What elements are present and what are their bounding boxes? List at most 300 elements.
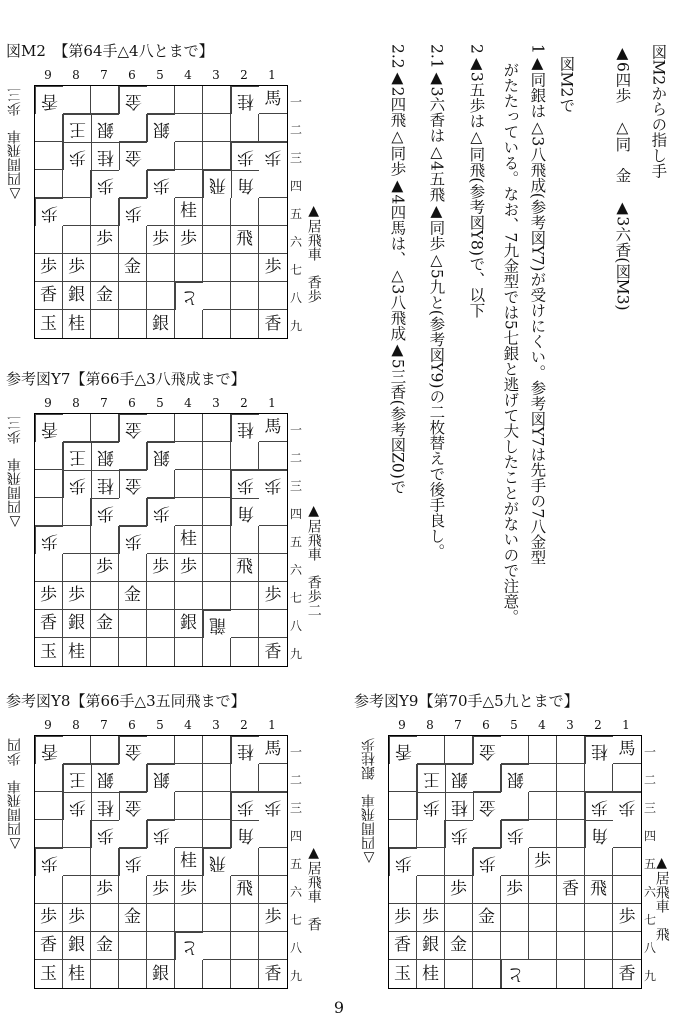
board-square <box>175 414 203 442</box>
gote-hand: △四間飛車 歩三 <box>7 88 23 202</box>
column-labels <box>34 718 286 732</box>
row-label: 八 <box>289 940 302 955</box>
board-square <box>231 526 259 554</box>
gote-hand: △四間飛車 歩四 <box>7 738 23 852</box>
sente-piece: 歩 <box>35 254 63 282</box>
column-label: 2 <box>240 396 248 410</box>
sente-piece: 香 <box>35 610 63 638</box>
gote-hand: △四間飛車 歩三 <box>7 416 23 530</box>
board-square <box>35 170 63 198</box>
board-square <box>147 792 175 820</box>
board-square <box>147 282 175 310</box>
sente-hand: ▲居飛車 香 <box>305 845 322 931</box>
text-line-1: 1▲同銀は△3八飛成(参考図Y7)が受けにくい。参考図Y7は先手の7八金型 <box>528 44 547 565</box>
row-label: 一 <box>289 744 302 759</box>
gote-piece: 金 <box>119 86 147 114</box>
column-labels <box>34 396 286 410</box>
board-square <box>585 932 613 960</box>
board-square <box>389 792 417 820</box>
board-square <box>557 764 585 792</box>
board-square <box>175 498 203 526</box>
row-label: 一 <box>643 744 656 759</box>
board-square <box>389 876 417 904</box>
sente-hand: ▲居飛車 香歩二 <box>305 503 322 617</box>
sente-piece: 歩 <box>63 582 91 610</box>
board-square <box>231 960 259 988</box>
gote-piece: 金 <box>473 736 501 764</box>
gote-piece: 歩 <box>585 792 613 820</box>
gote-piece: 桂 <box>91 792 119 820</box>
board-square <box>203 114 231 142</box>
board-square <box>557 904 585 932</box>
sente-piece: 歩 <box>147 554 175 582</box>
board-square <box>35 792 63 820</box>
sente-piece: 歩 <box>529 848 557 876</box>
sente-piece: 桂 <box>63 638 91 666</box>
board-square <box>529 736 557 764</box>
gote-piece: 龍 <box>203 610 231 638</box>
text-line-2: 2▲3五歩は△同飛(参考図Y8)で、以下 <box>467 44 486 318</box>
sente-piece: 香 <box>264 963 282 984</box>
board-square <box>147 198 175 226</box>
board-square <box>203 764 231 792</box>
gote-piece: 角 <box>585 820 613 848</box>
board-square <box>203 554 231 582</box>
sente-piece: 歩 <box>389 904 417 932</box>
gote-piece: 銀 <box>147 764 175 792</box>
board-square <box>91 414 119 442</box>
sente-piece: 香 <box>618 963 636 984</box>
column-label: 6 <box>128 396 136 410</box>
row-label: 四 <box>643 828 656 843</box>
gote-piece: 歩 <box>147 498 175 526</box>
row-label: 二 <box>289 122 302 137</box>
column-label: 5 <box>510 718 518 732</box>
board-square <box>175 310 203 338</box>
gote-piece: 王 <box>63 442 91 470</box>
board-square <box>119 638 147 666</box>
board-square <box>473 932 501 960</box>
sente-piece: 香 <box>35 282 63 310</box>
gote-piece: 王 <box>63 114 91 142</box>
board-square <box>613 932 641 960</box>
board-square <box>147 904 175 932</box>
board-square <box>501 736 529 764</box>
board-square <box>557 736 585 764</box>
board-square <box>557 820 585 848</box>
board-square <box>585 764 613 792</box>
page-number: 9 <box>333 998 345 1017</box>
gote-piece: 金 <box>119 736 147 764</box>
sente-piece: 歩 <box>417 904 445 932</box>
gote-piece: 歩 <box>259 792 287 820</box>
board-square <box>35 498 63 526</box>
board-square <box>529 792 557 820</box>
board-square <box>203 86 231 114</box>
diagram-title: 参考図Y9【第70手△5九とまで】 <box>354 692 579 710</box>
row-label: 五 <box>289 206 302 221</box>
board-square <box>231 610 259 638</box>
board-square <box>175 638 203 666</box>
board-square <box>203 310 231 338</box>
board-square <box>119 226 147 254</box>
gote-piece: 香 <box>389 736 417 764</box>
board-square <box>529 904 557 932</box>
board-square <box>63 414 91 442</box>
row-label: 七 <box>289 262 302 277</box>
board-square <box>147 414 175 442</box>
board-square <box>147 582 175 610</box>
gote-piece: 桂 <box>91 470 119 498</box>
board-square <box>175 114 203 142</box>
column-label: 3 <box>212 718 220 732</box>
row-labels <box>289 737 303 989</box>
sente-piece: 金 <box>445 932 473 960</box>
board-square <box>259 876 287 904</box>
gote-piece: 桂 <box>231 736 259 764</box>
gote-piece: 歩 <box>613 792 641 820</box>
board-square <box>203 442 231 470</box>
board-square <box>35 226 63 254</box>
board-square <box>91 254 119 282</box>
board-square <box>175 820 203 848</box>
board-square <box>445 736 473 764</box>
board-square <box>445 960 473 988</box>
board-square <box>147 526 175 554</box>
board-square <box>63 226 91 254</box>
column-label: 2 <box>594 718 602 732</box>
board-square <box>147 932 175 960</box>
gote-piece: 香 <box>35 86 63 114</box>
sente-piece: 桂 <box>175 526 203 554</box>
sente-piece: 金 <box>473 904 501 932</box>
sente-piece: 飛 <box>231 876 259 904</box>
sente-piece: 玉 <box>35 960 63 988</box>
board-square <box>259 764 287 792</box>
diagram-y8 <box>6 690 326 990</box>
board-square <box>63 736 91 764</box>
board-square <box>259 526 287 554</box>
sente-piece: 銀 <box>147 310 175 338</box>
board-square <box>119 610 147 638</box>
sente-piece: 香 <box>264 313 282 334</box>
board-square <box>203 820 231 848</box>
board-square <box>63 498 91 526</box>
row-label: 五 <box>643 856 656 871</box>
row-label: 五 <box>289 534 302 549</box>
row-label: 三 <box>289 150 302 165</box>
gote-hand: △四間飛車 銀桂歩 <box>361 738 377 866</box>
row-label: 一 <box>289 422 302 437</box>
row-label: 三 <box>289 800 302 815</box>
gote-piece: 歩 <box>63 792 91 820</box>
board-square <box>231 442 259 470</box>
gote-piece: 銀 <box>147 114 175 142</box>
sente-piece: 金 <box>119 254 147 282</box>
diagram-title: 参考図Y8【第66手△3五同飛まで】 <box>6 692 246 710</box>
text-line-1-cont: がたたっている。なお、7九金型では5七銀と逃げて大したことがないので注意。 <box>501 62 520 625</box>
text-in-diagram-m2: 図M2で <box>557 56 576 113</box>
gote-piece: 銀 <box>445 764 473 792</box>
sente-piece: 歩 <box>63 254 91 282</box>
gote-piece: 歩 <box>35 198 63 226</box>
board-square <box>203 142 231 170</box>
gote-piece: 桂 <box>585 736 613 764</box>
gote-piece: 王 <box>63 764 91 792</box>
row-label: 八 <box>289 290 302 305</box>
board-square <box>501 904 529 932</box>
board-square <box>473 820 501 848</box>
gote-piece: 歩 <box>91 170 119 198</box>
board-square <box>501 848 529 876</box>
row-label: 九 <box>289 318 302 333</box>
gote-piece: 角 <box>231 170 259 198</box>
board-square <box>91 310 119 338</box>
sente-piece: 歩 <box>259 582 287 610</box>
gote-piece: 桂 <box>445 792 473 820</box>
gote-piece: 銀 <box>501 764 529 792</box>
gote-piece: 歩 <box>63 470 91 498</box>
sente-piece: 歩 <box>175 226 203 254</box>
sente-piece: 歩 <box>91 554 119 582</box>
board-square <box>35 142 63 170</box>
row-label: 八 <box>643 940 656 955</box>
board-square <box>203 526 231 554</box>
board-square <box>91 86 119 114</box>
gote-piece: 桂 <box>231 86 259 114</box>
board-square <box>91 960 119 988</box>
board-square <box>203 198 231 226</box>
sente-piece: 桂 <box>63 310 91 338</box>
board-square <box>203 470 231 498</box>
gote-piece: 歩 <box>91 820 119 848</box>
row-label: 三 <box>289 478 302 493</box>
gote-piece: 歩 <box>231 142 259 170</box>
board-square <box>231 114 259 142</box>
board-square <box>203 254 231 282</box>
board-square <box>147 638 175 666</box>
board-square <box>35 114 63 142</box>
board-square <box>35 764 63 792</box>
board-square <box>119 282 147 310</box>
board-square <box>63 554 91 582</box>
board-square <box>147 86 175 114</box>
board-square <box>417 820 445 848</box>
board-square <box>203 792 231 820</box>
gote-piece: 歩 <box>259 470 287 498</box>
board-square <box>147 254 175 282</box>
board-square <box>231 310 259 338</box>
board-square <box>175 960 203 988</box>
board-square <box>231 932 259 960</box>
gote-piece: 歩 <box>501 820 529 848</box>
gote-piece: 歩 <box>445 820 473 848</box>
board-square <box>585 960 613 988</box>
gote-piece: 歩 <box>473 848 501 876</box>
sente-piece: 歩 <box>259 904 287 932</box>
gote-piece: 桂 <box>91 142 119 170</box>
column-label: 1 <box>268 396 276 410</box>
gote-piece: 金 <box>119 792 147 820</box>
row-label: 五 <box>289 856 302 871</box>
row-label: 六 <box>289 884 302 899</box>
gote-piece: 飛 <box>203 848 231 876</box>
sente-piece: 香 <box>264 641 282 662</box>
gote-piece: 銀 <box>91 114 119 142</box>
board-square <box>473 876 501 904</box>
gote-piece: 歩 <box>91 498 119 526</box>
row-label: 四 <box>289 828 302 843</box>
shogi-board <box>34 413 288 667</box>
column-label: 6 <box>482 718 490 732</box>
column-label: 1 <box>622 718 630 732</box>
board-square <box>417 876 445 904</box>
board-square <box>119 876 147 904</box>
board-square <box>119 554 147 582</box>
board-square <box>501 932 529 960</box>
board-square <box>231 282 259 310</box>
board-square <box>175 582 203 610</box>
board-square <box>147 736 175 764</box>
sente-piece: 歩 <box>63 904 91 932</box>
board-square <box>63 170 91 198</box>
board-square <box>259 610 287 638</box>
board-square <box>175 442 203 470</box>
gote-piece: 歩 <box>147 170 175 198</box>
column-label: 9 <box>398 718 406 732</box>
sente-piece: 歩 <box>147 876 175 904</box>
sente-piece: 金 <box>91 282 119 310</box>
board-square <box>91 582 119 610</box>
sente-piece: 飛 <box>585 876 613 904</box>
board-square <box>63 526 91 554</box>
row-label: 三 <box>643 800 656 815</box>
column-label: 2 <box>240 68 248 82</box>
board-square <box>63 876 91 904</box>
diagram-m2 <box>6 40 322 340</box>
diagram-y7 <box>6 368 322 668</box>
row-label: 二 <box>289 772 302 787</box>
column-label: 3 <box>212 68 220 82</box>
row-label: 九 <box>289 968 302 983</box>
row-label: 二 <box>643 772 656 787</box>
board-square <box>119 310 147 338</box>
row-label: 六 <box>289 234 302 249</box>
board-square <box>445 904 473 932</box>
board-square <box>147 610 175 638</box>
column-label: 9 <box>44 68 52 82</box>
sente-hand: ▲居飛車 飛 <box>653 855 670 941</box>
gote-piece: 歩 <box>417 792 445 820</box>
column-label: 9 <box>44 718 52 732</box>
board-square <box>119 442 147 470</box>
gote-piece: 金 <box>473 792 501 820</box>
sente-piece: 桂 <box>175 848 203 876</box>
board-square <box>259 282 287 310</box>
board-square <box>63 198 91 226</box>
column-label: 5 <box>156 718 164 732</box>
board-square <box>557 932 585 960</box>
sente-piece: 金 <box>91 610 119 638</box>
board-square <box>35 876 63 904</box>
sente-piece: 銀 <box>63 932 91 960</box>
board-square <box>91 848 119 876</box>
sente-piece: 桂 <box>175 198 203 226</box>
board-square <box>417 736 445 764</box>
sente-piece: 銀 <box>147 960 175 988</box>
board-square <box>231 638 259 666</box>
board-square <box>259 198 287 226</box>
board-square <box>175 792 203 820</box>
row-label: 六 <box>289 562 302 577</box>
board-square <box>203 904 231 932</box>
board-square <box>529 932 557 960</box>
sente-piece: 香 <box>389 932 417 960</box>
gote-piece: 歩 <box>389 848 417 876</box>
board-square <box>529 820 557 848</box>
board-square <box>259 498 287 526</box>
sente-piece: 歩 <box>147 226 175 254</box>
gote-piece: 桂 <box>231 414 259 442</box>
board-square <box>613 876 641 904</box>
board-square <box>91 198 119 226</box>
row-label: 二 <box>289 450 302 465</box>
board-square <box>175 170 203 198</box>
sente-piece: 飛 <box>231 554 259 582</box>
sente-piece: 馬 <box>259 736 287 764</box>
column-labels <box>388 718 640 732</box>
board-square <box>175 736 203 764</box>
column-label: 4 <box>184 68 192 82</box>
gote-piece: 金 <box>119 142 147 170</box>
board-square <box>91 904 119 932</box>
text-line-2-2: 2.2▲2四飛△同歩▲4四馬は、△3八飛成▲5三香(参考図Z0)で <box>388 44 407 495</box>
gote-piece: 金 <box>119 470 147 498</box>
board-square <box>119 764 147 792</box>
row-label: 四 <box>289 178 302 193</box>
board-square <box>389 764 417 792</box>
column-label: 6 <box>128 68 136 82</box>
board-square <box>231 904 259 932</box>
board-square <box>613 820 641 848</box>
column-label: 4 <box>538 718 546 732</box>
column-label: 5 <box>156 68 164 82</box>
sente-piece: 香 <box>557 876 585 904</box>
board-square <box>613 764 641 792</box>
sente-piece: 歩 <box>91 876 119 904</box>
board-square <box>35 470 63 498</box>
row-label: 九 <box>643 968 656 983</box>
gote-piece: 銀 <box>91 764 119 792</box>
board-square <box>259 848 287 876</box>
board-square <box>231 582 259 610</box>
sente-piece: 歩 <box>35 904 63 932</box>
gote-piece: 歩 <box>119 526 147 554</box>
board-square <box>259 820 287 848</box>
board-square <box>203 498 231 526</box>
column-label: 2 <box>240 718 248 732</box>
board-square <box>203 876 231 904</box>
board-square <box>63 86 91 114</box>
gote-piece: 歩 <box>35 526 63 554</box>
board-square <box>259 114 287 142</box>
sente-hand: ▲居飛車 香歩 <box>305 203 322 303</box>
sente-piece: 歩 <box>445 876 473 904</box>
board-square <box>529 960 557 988</box>
gote-piece: 飛 <box>203 170 231 198</box>
gote-piece: 銀 <box>147 442 175 470</box>
column-label: 8 <box>72 68 80 82</box>
